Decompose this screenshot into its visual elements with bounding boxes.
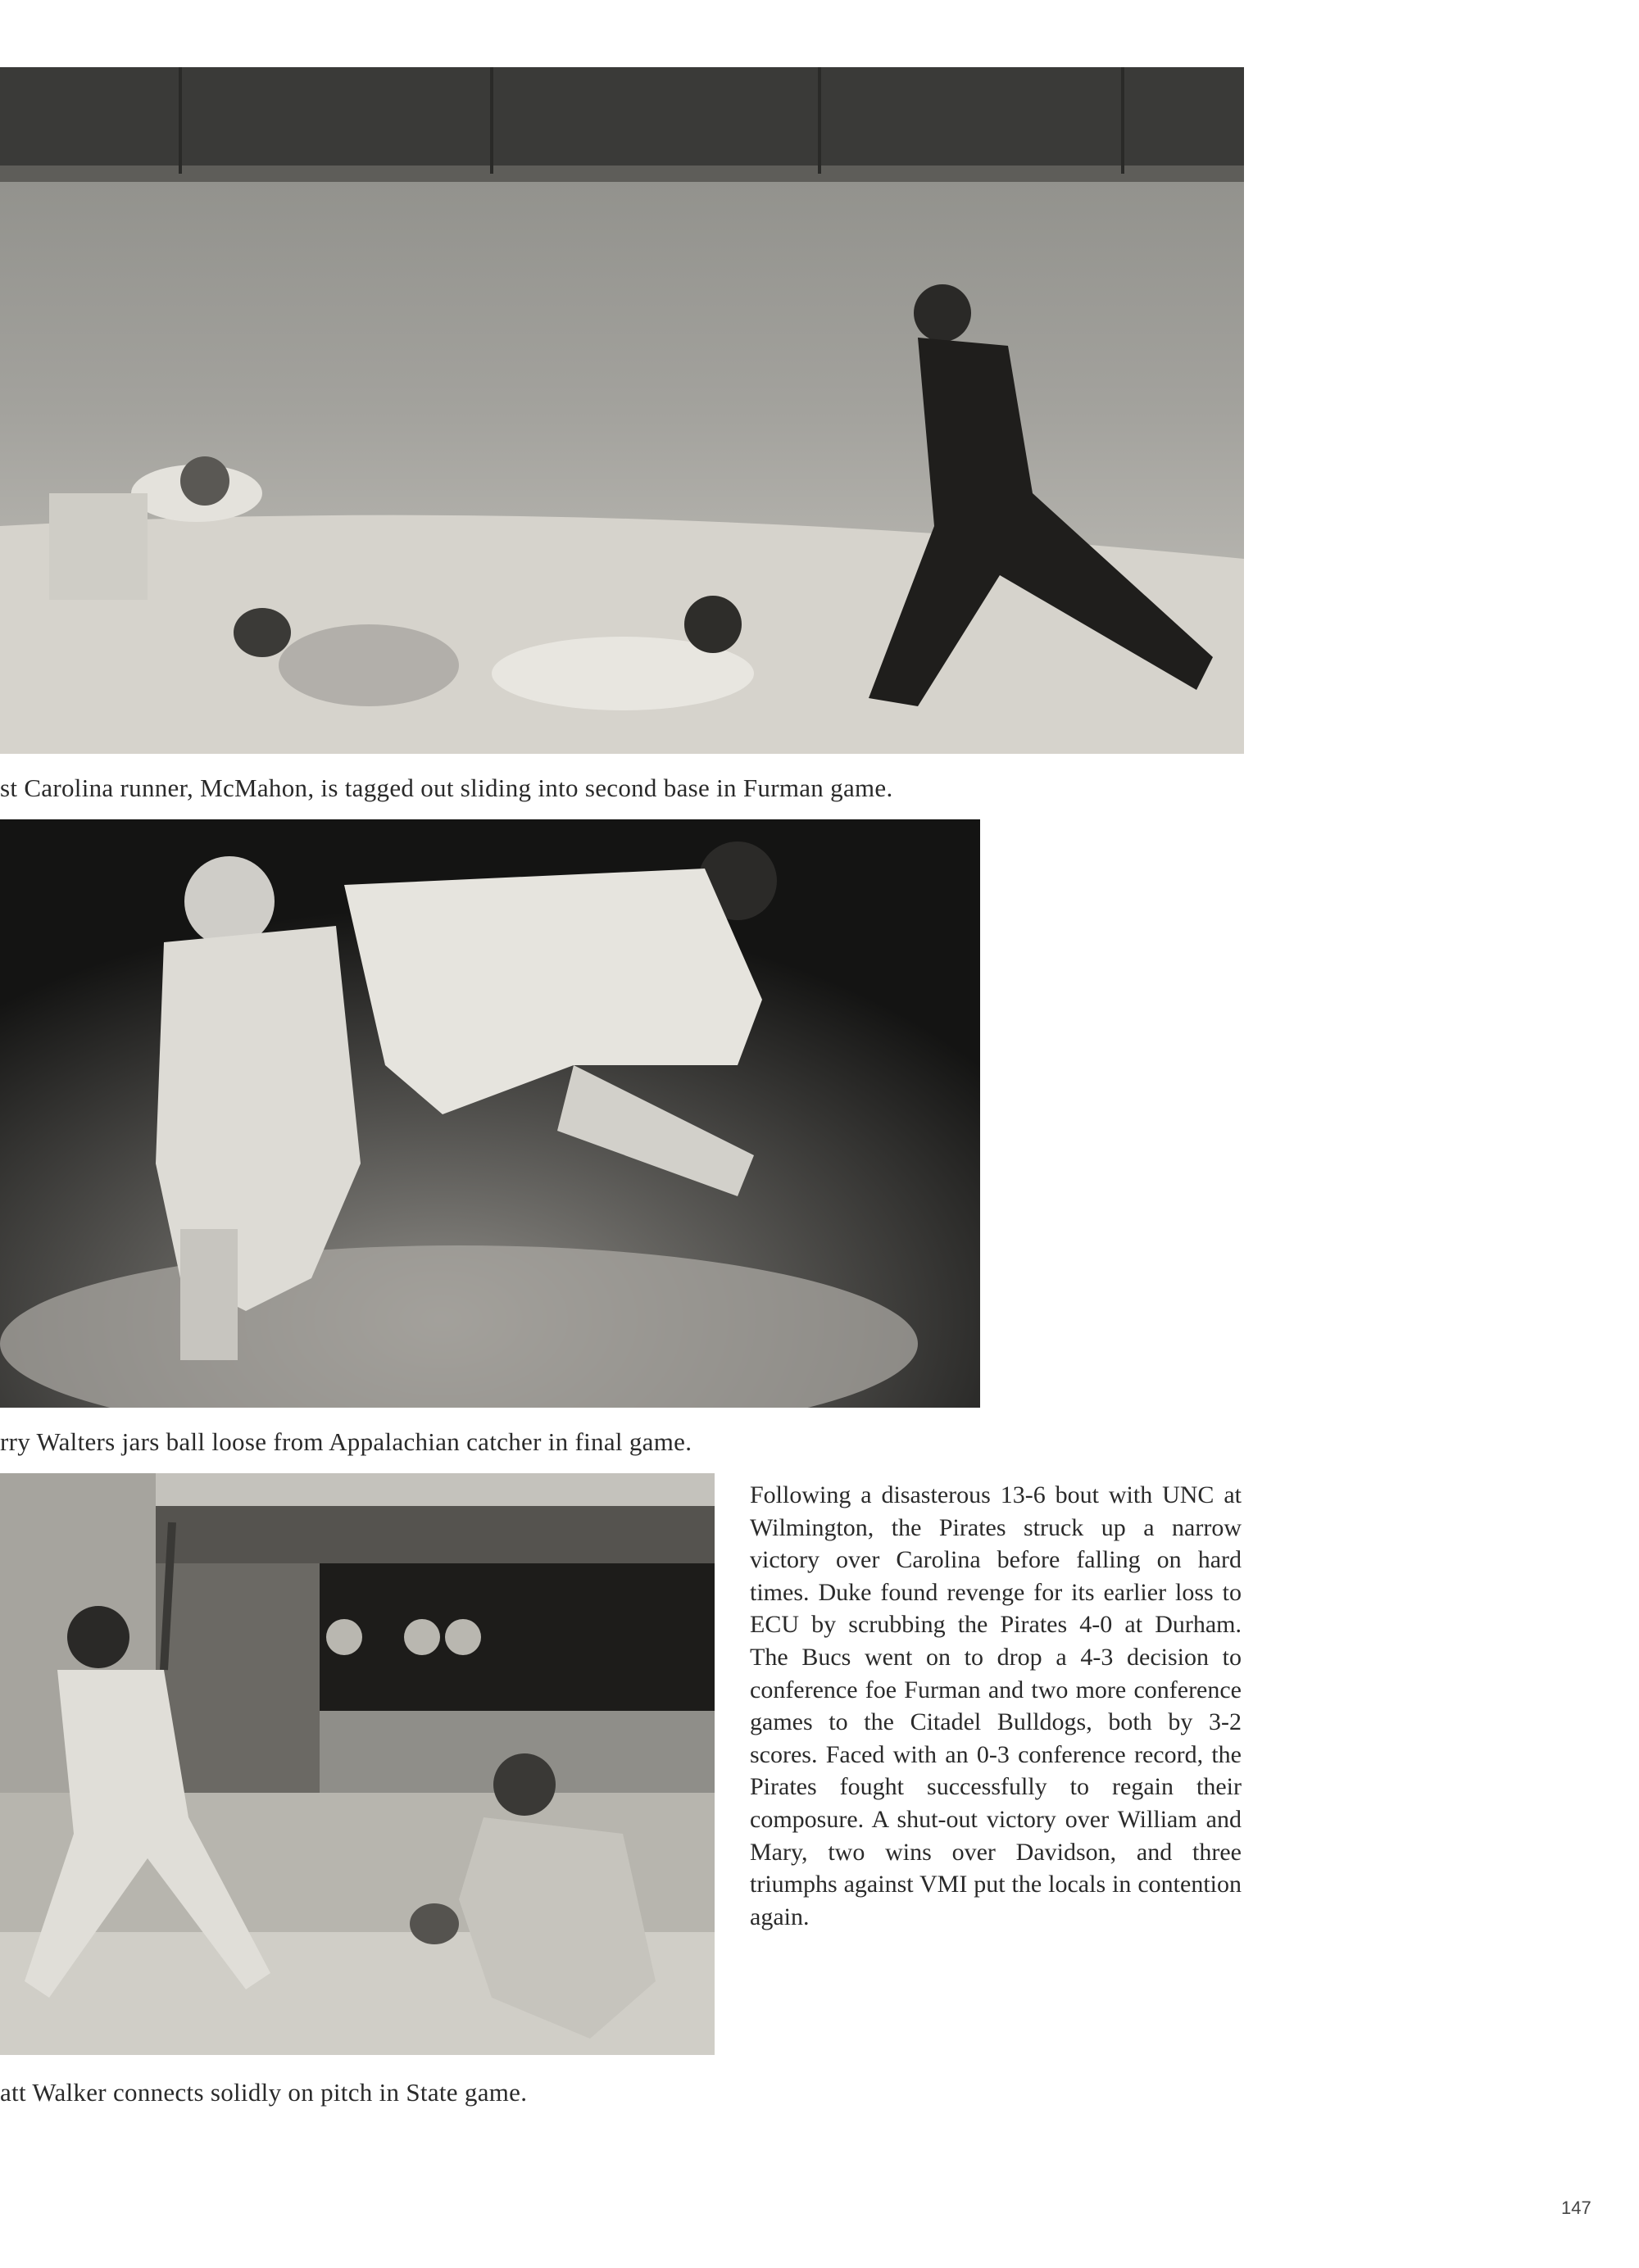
photo-slide-second-base-image bbox=[0, 67, 1244, 754]
photo-collision-home-plate-image bbox=[0, 819, 980, 1408]
article-paragraph: Following a disasterous 13-6 bout with UNC at Wilmington, the Pirates struck up a narrow victory over Carolina before falling on hard times. Duke found revenge for its earlier loss to ECU by scrubbing the Pirates 4-0 at Durham. The Bucs went on to drop a 4-3 decision to conference foe Furman and two more conference games to the Citadel Bulldogs, both by 3-2 scores. Faced with an 0-3 conference record, the Pirates fought successfully to regain their composure. A shut-out victory over William and Mary, two wins over Davidson, and three triumphs against VMI put the locals in contention again. bbox=[750, 1481, 1242, 1930]
photo-batter-swing bbox=[0, 1473, 715, 2055]
page-number: 147 bbox=[1561, 2198, 1591, 2218]
caption-batter-swing: att Walker connects solidly on pitch in State game. bbox=[0, 2078, 528, 2107]
caption-slide-second-base: st Carolina runner, McMahon, is tagged out sliding into second base in Furman game. bbox=[0, 773, 893, 802]
photo-slide-second-base bbox=[0, 67, 1244, 754]
photo-batter-swing-image bbox=[0, 1473, 715, 2055]
photo-collision-home-plate bbox=[0, 819, 980, 1408]
caption-collision-home-plate: rry Walters jars ball loose from Appalachian catcher in final game. bbox=[0, 1427, 692, 1456]
